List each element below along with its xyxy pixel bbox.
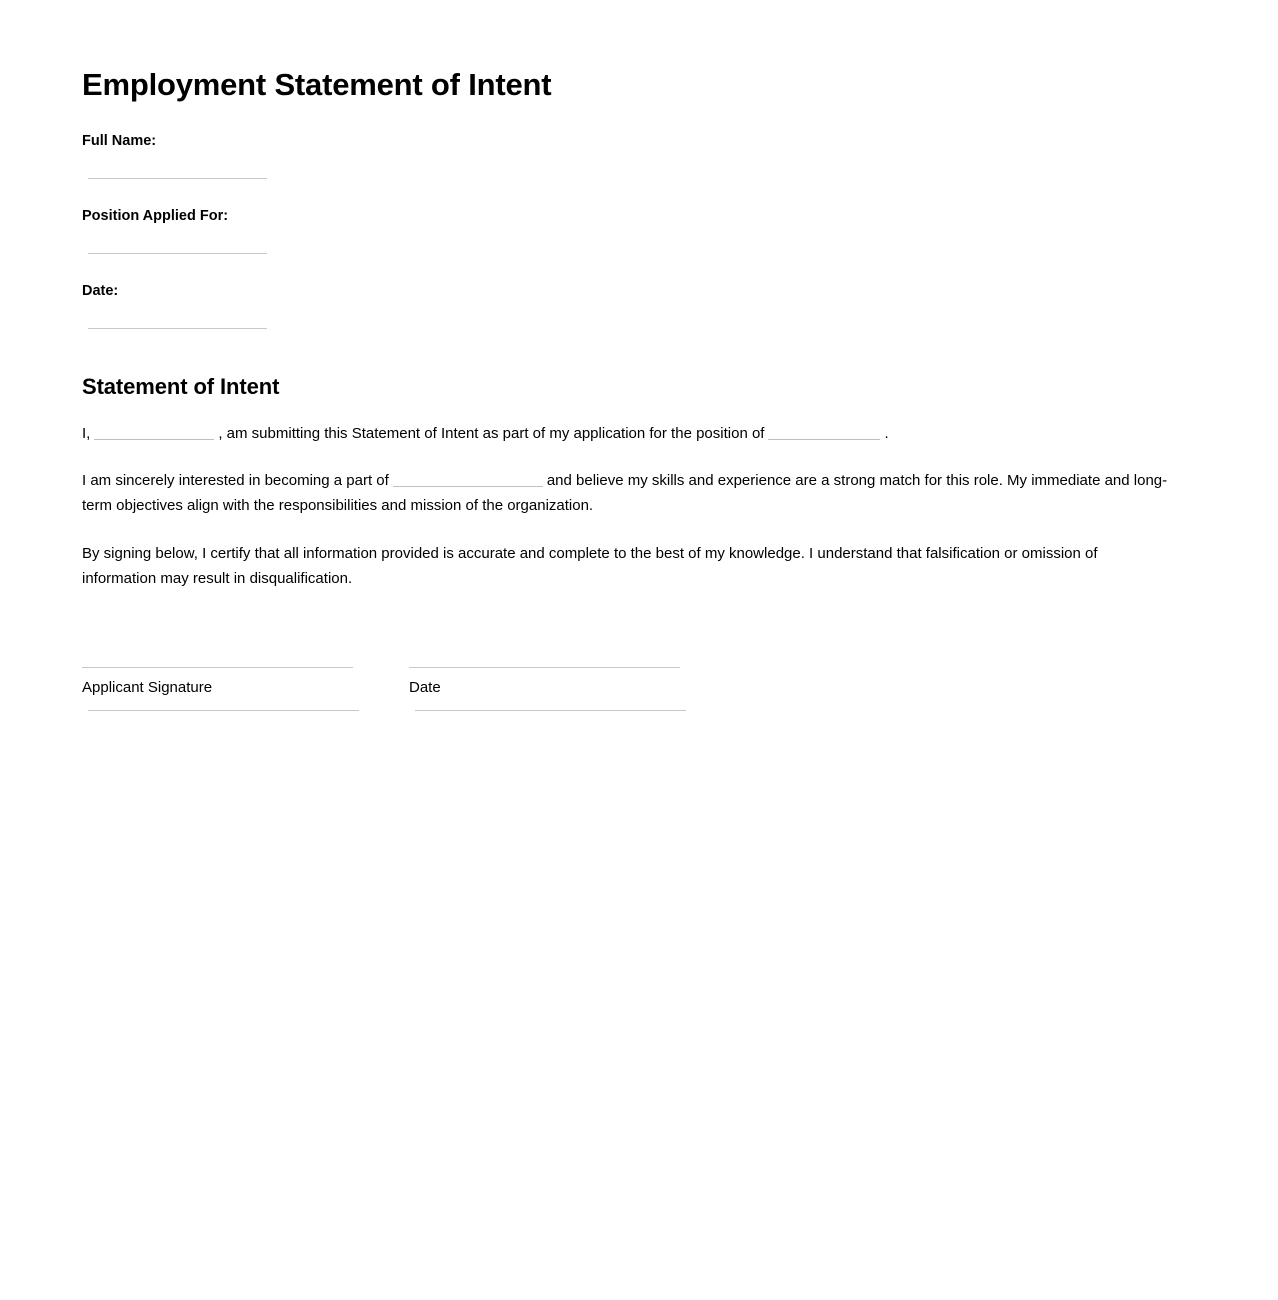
signature-block-applicant bbox=[82, 667, 354, 711]
inline-input-organization[interactable] bbox=[393, 471, 543, 487]
inline-input-applicant-name[interactable] bbox=[94, 424, 214, 440]
field-label-position-applied-for: Position Applied For: bbox=[82, 208, 229, 225]
signature-section bbox=[82, 667, 1174, 711]
document-body bbox=[82, 0, 1174, 711]
inline-input-position[interactable] bbox=[768, 424, 880, 440]
field-input-position-applied-for[interactable] bbox=[88, 253, 267, 254]
signature-label-date: Date bbox=[409, 679, 441, 697]
paragraph-2-text-part-2: and believe my skills and experience are a strong match for this role. My immediate and long-term objectives align with the responsibilities and mission of the organization. bbox=[82, 472, 1168, 515]
paragraph-2-text-part-1: I am sincerely interested in becoming a part of bbox=[82, 472, 389, 490]
applicant-form-fields bbox=[82, 132, 1174, 329]
signature-label-applicant: Applicant Signature bbox=[82, 679, 213, 697]
signature-line-applicant-secondary[interactable] bbox=[88, 710, 359, 711]
field-date bbox=[82, 282, 1174, 329]
paragraph-1-text-part-2: , am submitting this Statement of Intent as part of my application for the position of bbox=[218, 425, 765, 443]
paragraph-1-text-part-1: I, bbox=[82, 425, 91, 443]
field-position-applied-for bbox=[82, 207, 1174, 254]
field-input-full-name[interactable] bbox=[88, 178, 267, 179]
field-label-full-name: Full Name: bbox=[82, 133, 157, 150]
page-title: Employment Statement of Intent bbox=[82, 67, 552, 102]
section-heading-statement-of-intent: Statement of Intent bbox=[82, 373, 280, 399]
statement-paragraph-2 bbox=[82, 446, 1174, 518]
paragraph-1-text-part-3: . bbox=[884, 425, 889, 443]
signature-line-date-secondary[interactable] bbox=[415, 710, 686, 711]
signature-block-date bbox=[409, 667, 681, 711]
statement-paragraph-3: By signing below, I certify that all information provided is accurate and complete to the best of my knowledge. I understand that falsification or omission of information may result in disqualification. bbox=[82, 545, 1098, 588]
statement-paragraph-1 bbox=[82, 400, 1174, 446]
field-full-name bbox=[82, 132, 1174, 179]
field-label-date: Date: bbox=[82, 282, 119, 299]
